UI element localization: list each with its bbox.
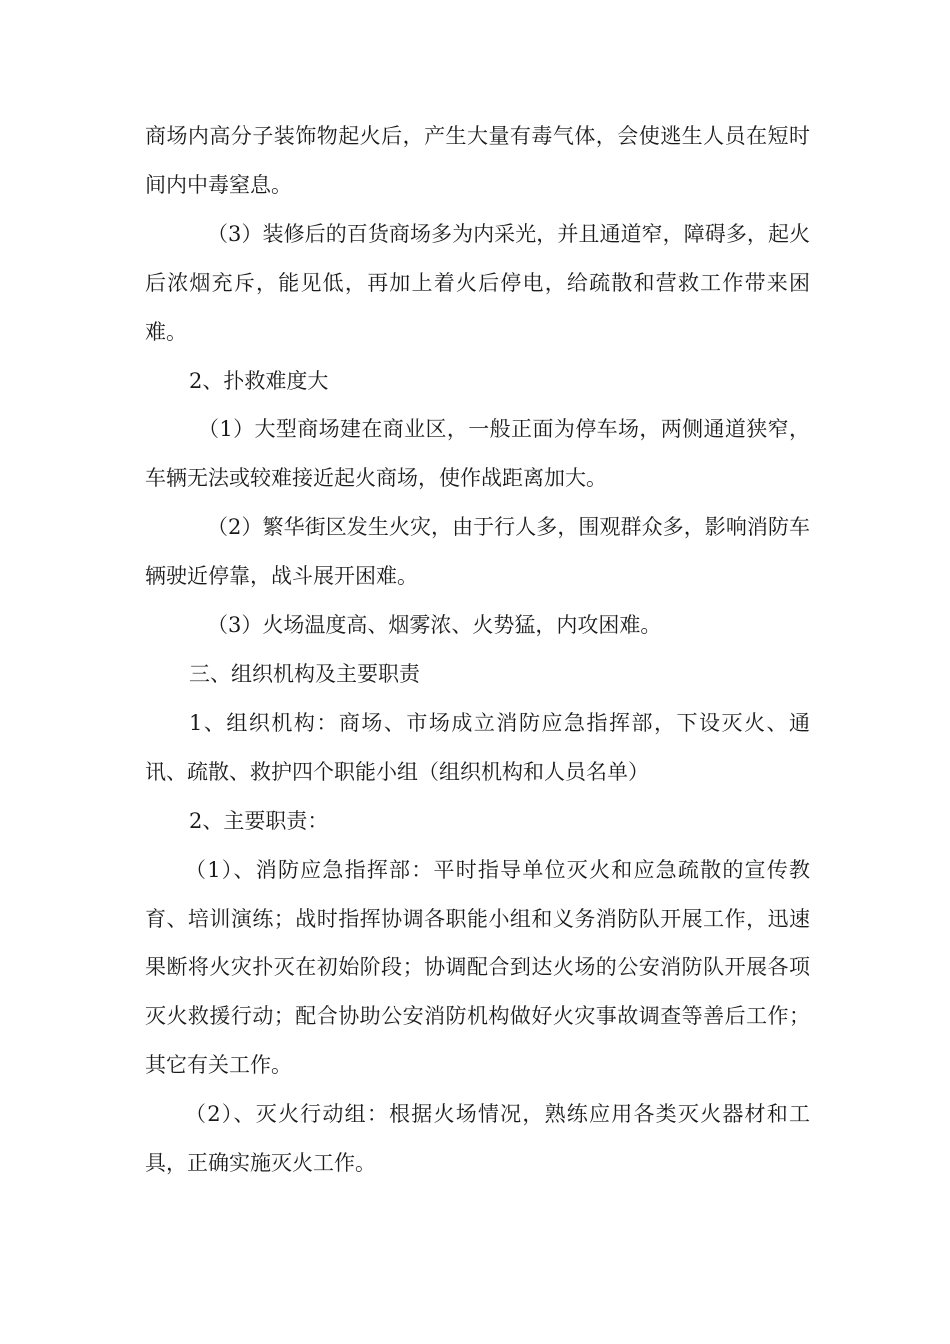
- paragraph-parking-access: （1）大型商场建在商业区，一般正面为停车场，两侧通道狭窄，车辆无法或较难接近起火商场，使作战距离加大。: [145, 417, 810, 491]
- heading-difficulty: 2、扑救难度大: [189, 368, 329, 393]
- paragraph-toxic-gas: 商场内高分子装饰物起火后，产生大量有毒气体，会使逃生人员在短时间内中毒窒息。: [145, 124, 810, 197]
- paragraph-lighting-obstacles: （3）装修后的百货商场多为内采光，并且通道窄，障碍多，起火后浓烟充斥，能见低，再加上着火后停电，给疏散和营救工作带来困难。: [145, 221, 810, 344]
- paragraph-command-duties: （1）、消防应急指挥部：平时指导单位灭火和应急疏散的宣传教育、培训演练；战时指挥协调各职能小组和义务消防队开展工作，迅速果断将火灾扑灭在初始阶段；协调配合到达火场的公安消防队开展各项灭火救援行动；配合协助公安消防机构做好火灾事故调查等善后工作；其它有关工作。: [145, 857, 810, 1078]
- paragraph-crowds: （2）繁华街区发生火灾，由于行人多，围观群众多，影响消防车辆驶近停靠，战斗展开困难。: [145, 515, 810, 589]
- heading-organization: 三、组织机构及主要职责: [189, 661, 420, 686]
- heading-duties: 2、主要职责：: [189, 808, 329, 833]
- document-body: [145, 112, 810, 1188]
- paragraph-organization: 1、组织机构：商场、市场成立消防应急指挥部，下设灭火、通讯、疏散、救护四个职能小组（组织机构和人员名单）: [145, 710, 810, 784]
- paragraph-firefighting-group: （2）、灭火行动组：根据火场情况，熟练应用各类灭火器材和工具，正确实施灭火工作。: [145, 1102, 810, 1176]
- paragraph-fire-conditions: （3）火场温度高、烟雾浓、火势猛，内攻困难。: [207, 613, 662, 638]
